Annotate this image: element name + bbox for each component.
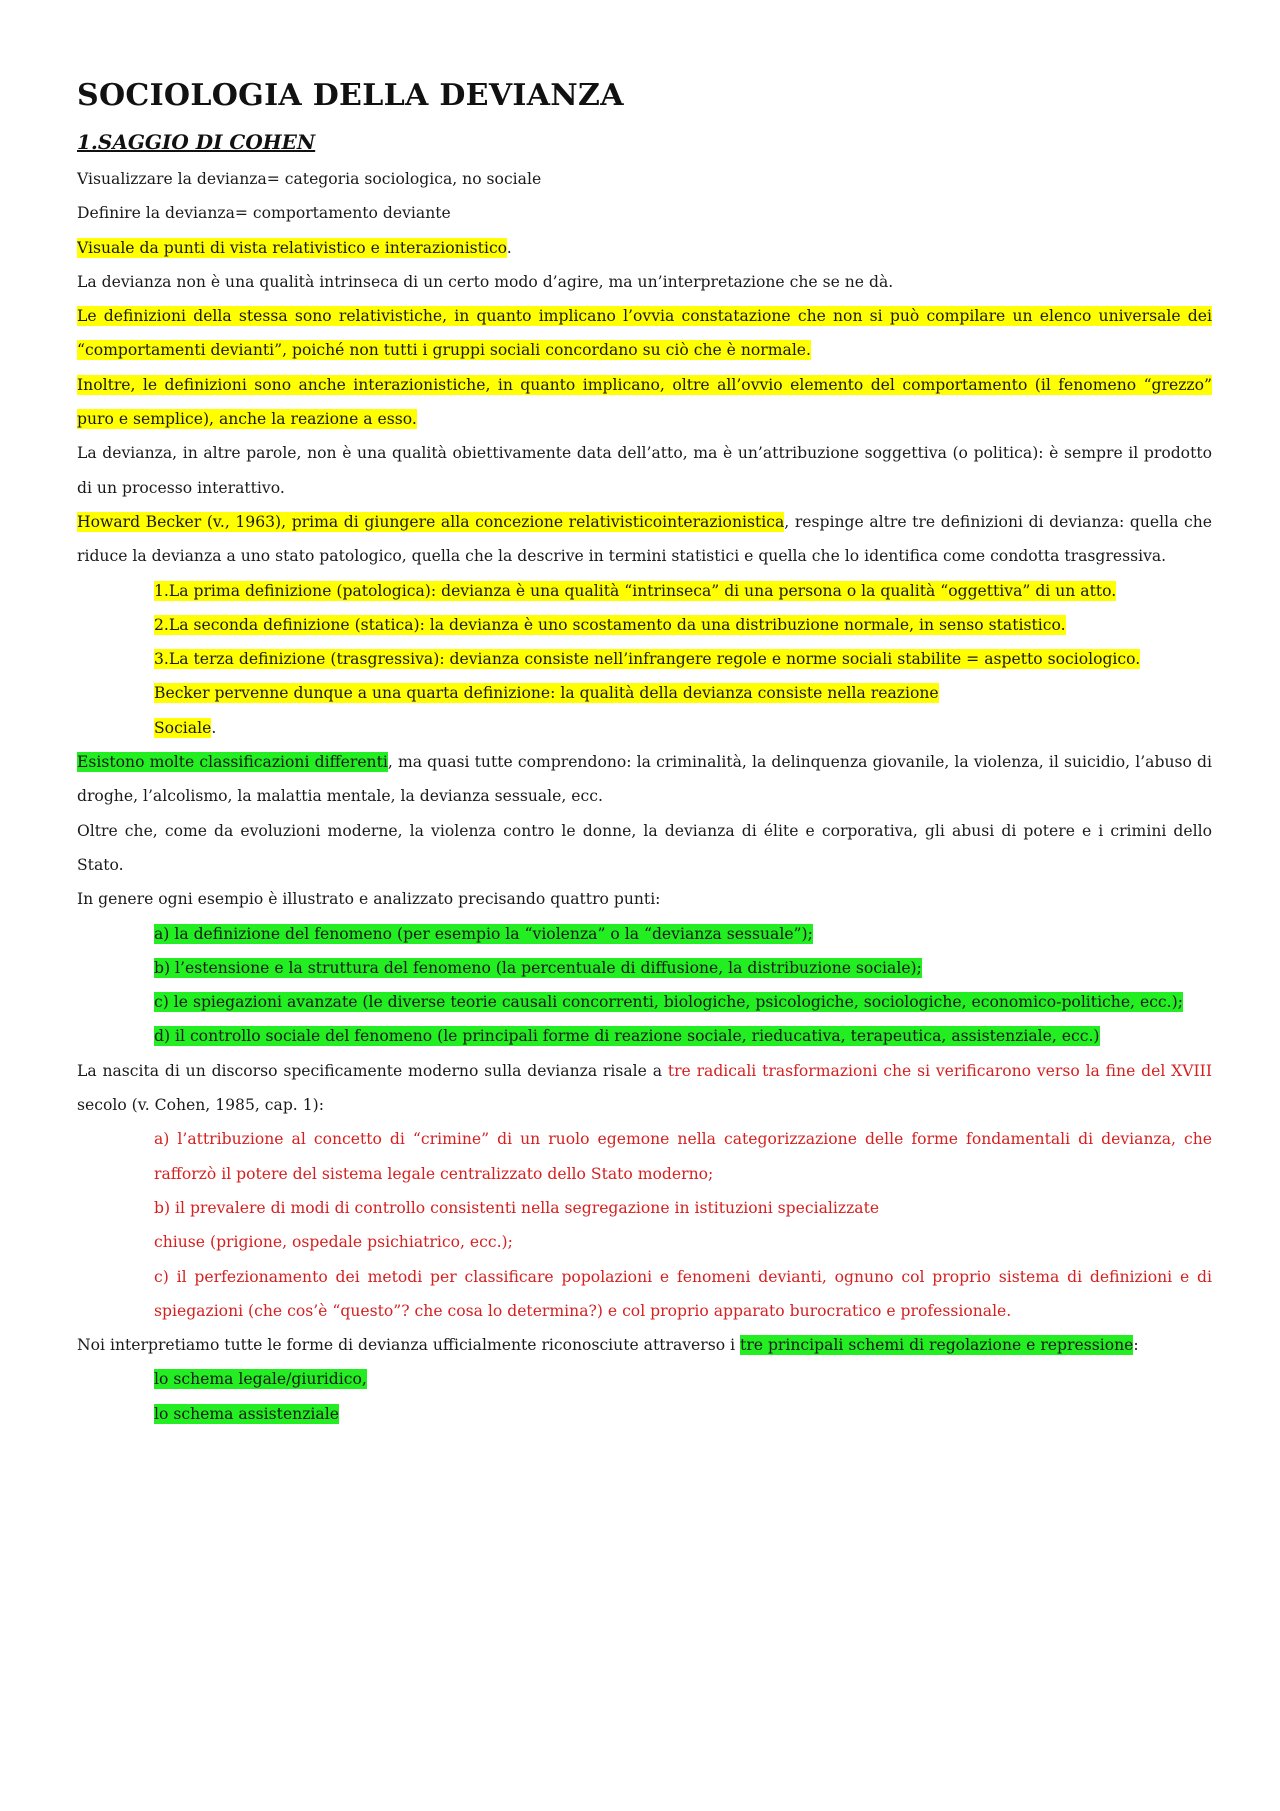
highlight-yellow: 3.La terza definizione (trasgressiva): devianza consiste nell’infrangere regole e norme sociali stabilite = aspetto sociologico. (154, 650, 1141, 669)
highlight-green: d) il controllo sociale del fenomeno (le principali forme di reazione sociale, rieducativa, terapeutica, assistenziale, ecc.) (154, 1027, 1100, 1046)
paragraph: La devianza, in altre parole, non è una qualità obiettivamente data dell’atto, ma è un’attribuzione soggettiva (o politica): è sempre il prodotto di un processo interattivo. (77, 444, 1212, 497)
becker-fourth-definition (77, 676, 1212, 710)
analysis-point (77, 1019, 1212, 1053)
transformation-item: c) il perfezionamento dei metodi per classificare popolazioni e fenomeni devianti, ognuno col proprio sistema di definizioni e di spiegazioni (che cos’è “questo”? che cosa lo determina?) e col proprio apparato burocratico e professionale. (154, 1267, 1212, 1320)
paragraph: Definire la devianza= comportamento deviante (77, 204, 451, 223)
red-text: tre radicali trasformazioni che si verificarono verso la fine del XVIII (667, 1061, 1212, 1080)
highlight-green: Esistono molte classificazioni differenti (77, 753, 388, 772)
highlight-green: a) la definizione del fenomeno (per esempio la “violenza” o la “devianza sessuale”); (154, 924, 813, 943)
paragraph: Esistono molte classificazioni differenti, ma quasi tutte comprendono: la criminalità, la delinquenza giovanile, la violenza, il suicidio, l’abuso di droghe, l’alcolismo, la malattia mentale, la devianza sessuale, ecc. (77, 753, 1212, 806)
transformation-item: chiuse (prigione, ospedale psichiatrico, ecc.); (154, 1233, 513, 1252)
scheme-item (77, 1362, 1212, 1396)
paragraph: Visualizzare la devianza= categoria sociologica, no sociale (77, 170, 542, 188)
highlight-green: c) le spiegazioni avanzate (le diverse teorie causali concorrenti, biologiche, psicologiche, sociologiche, economico-politiche, ecc.); (154, 993, 1183, 1012)
section-heading: 1.SAGGIO DI COHEN (77, 130, 316, 154)
paragraph (77, 299, 1212, 368)
analysis-point (77, 917, 1212, 951)
highlight-yellow: 1.La prima definizione (patologica): devianza è una qualità “intrinseca” di una persona o la qualità “oggettiva” di un atto. (154, 581, 1117, 600)
paragraph: Visuale da punti di vista relativistico e interazionistico. (77, 238, 512, 257)
becker-definition-item (77, 608, 1212, 642)
highlight-green: lo schema legale/giuridico, (154, 1370, 367, 1389)
highlight-yellow: 2.La seconda definizione (statica): la devianza è uno scostamento da una distribuzione normale, in senso statistico. (154, 615, 1066, 634)
document-title: SOCIOLOGIA DELLA DEVIANZA (77, 78, 624, 113)
highlight-yellow: Sociale (154, 718, 212, 737)
highlight-yellow: Howard Becker (v., 1963), prima di giungere alla concezione relativisticointerazionistica (77, 512, 785, 531)
highlight-yellow: Le definizioni della stessa sono relativistiche, in quanto implicano l’ovvia constatazione che non si può compilare un elenco universale dei “comportamenti devianti”, poiché non tutti i gruppi sociali concordano su ciò che è normale. (77, 307, 1212, 360)
highlight-yellow: Becker pervenne dunque a una quarta definizione: la qualità della devianza consiste nella reazione (154, 684, 939, 703)
highlight-green: lo schema assistenziale (154, 1404, 339, 1423)
analysis-point (77, 985, 1212, 1019)
scheme-item (77, 1397, 1212, 1431)
transformation-item: b) il prevalere di modi di controllo consistenti nella segregazione in istituzioni specializzate (154, 1198, 880, 1217)
paragraph: Howard Becker (v., 1963), prima di giungere alla concezione relativisticointerazionistica, respinge altre tre definizioni di devianza: quella che riduce la devianza a uno stato patologico, quella che la descrive in termini statistici e quella che lo identifica come condotta trasgressiva. (77, 512, 1212, 566)
becker-definition-item (77, 574, 1212, 608)
becker-definition-item (77, 642, 1212, 676)
transformation-item: a) l’attribuzione al concetto di “crimine” di un ruolo egemone nella categorizzazione delle forme fondamentali di devianza, che rafforzò il potere del sistema legale centralizzato dello Stato moderno; (154, 1130, 1212, 1183)
highlight-green: b) l’estensione e la struttura del fenomeno (la percentuale di diffusione, la distribuzione sociale); (154, 958, 922, 977)
paragraph: Oltre che, come da evoluzioni moderne, la violenza contro le donne, la devianza di élite e corporativa, gli abusi di potere e i crimini dello Stato. (77, 821, 1212, 874)
paragraph: In genere ogni esempio è illustrato e analizzato precisando quattro punti: (77, 890, 661, 909)
becker-fourth-definition: Sociale. (154, 718, 217, 737)
paragraph: La devianza non è una qualità intrinseca di un certo modo d’agire, ma un’interpretazione che se ne dà. (77, 272, 894, 291)
highlight-yellow: Visuale da punti di vista relativistico e interazionistico (77, 238, 507, 257)
highlight-green: tre principali schemi di regolazione e repressione (740, 1336, 1134, 1355)
analysis-point (77, 951, 1212, 985)
paragraph (77, 368, 1212, 437)
paragraph: Noi interpretiamo tutte le forme di devianza ufficialmente riconosciute attraverso i tre principali schemi di regolazione e repressione: (77, 1336, 1139, 1355)
highlight-yellow: Inoltre, le definizioni sono anche interazionistiche, in quanto implicano, oltre all’ovvio elemento del comportamento (il fenomeno “grezzo” puro e semplice), anche la reazione a esso. (77, 375, 1212, 429)
paragraph: La nascita di un discorso specificamente moderno sulla devianza risale a tre radicali trasformazioni che si verificarono verso la fine del XVIII secolo (v. Cohen, 1985, cap. 1): (77, 1061, 1212, 1115)
